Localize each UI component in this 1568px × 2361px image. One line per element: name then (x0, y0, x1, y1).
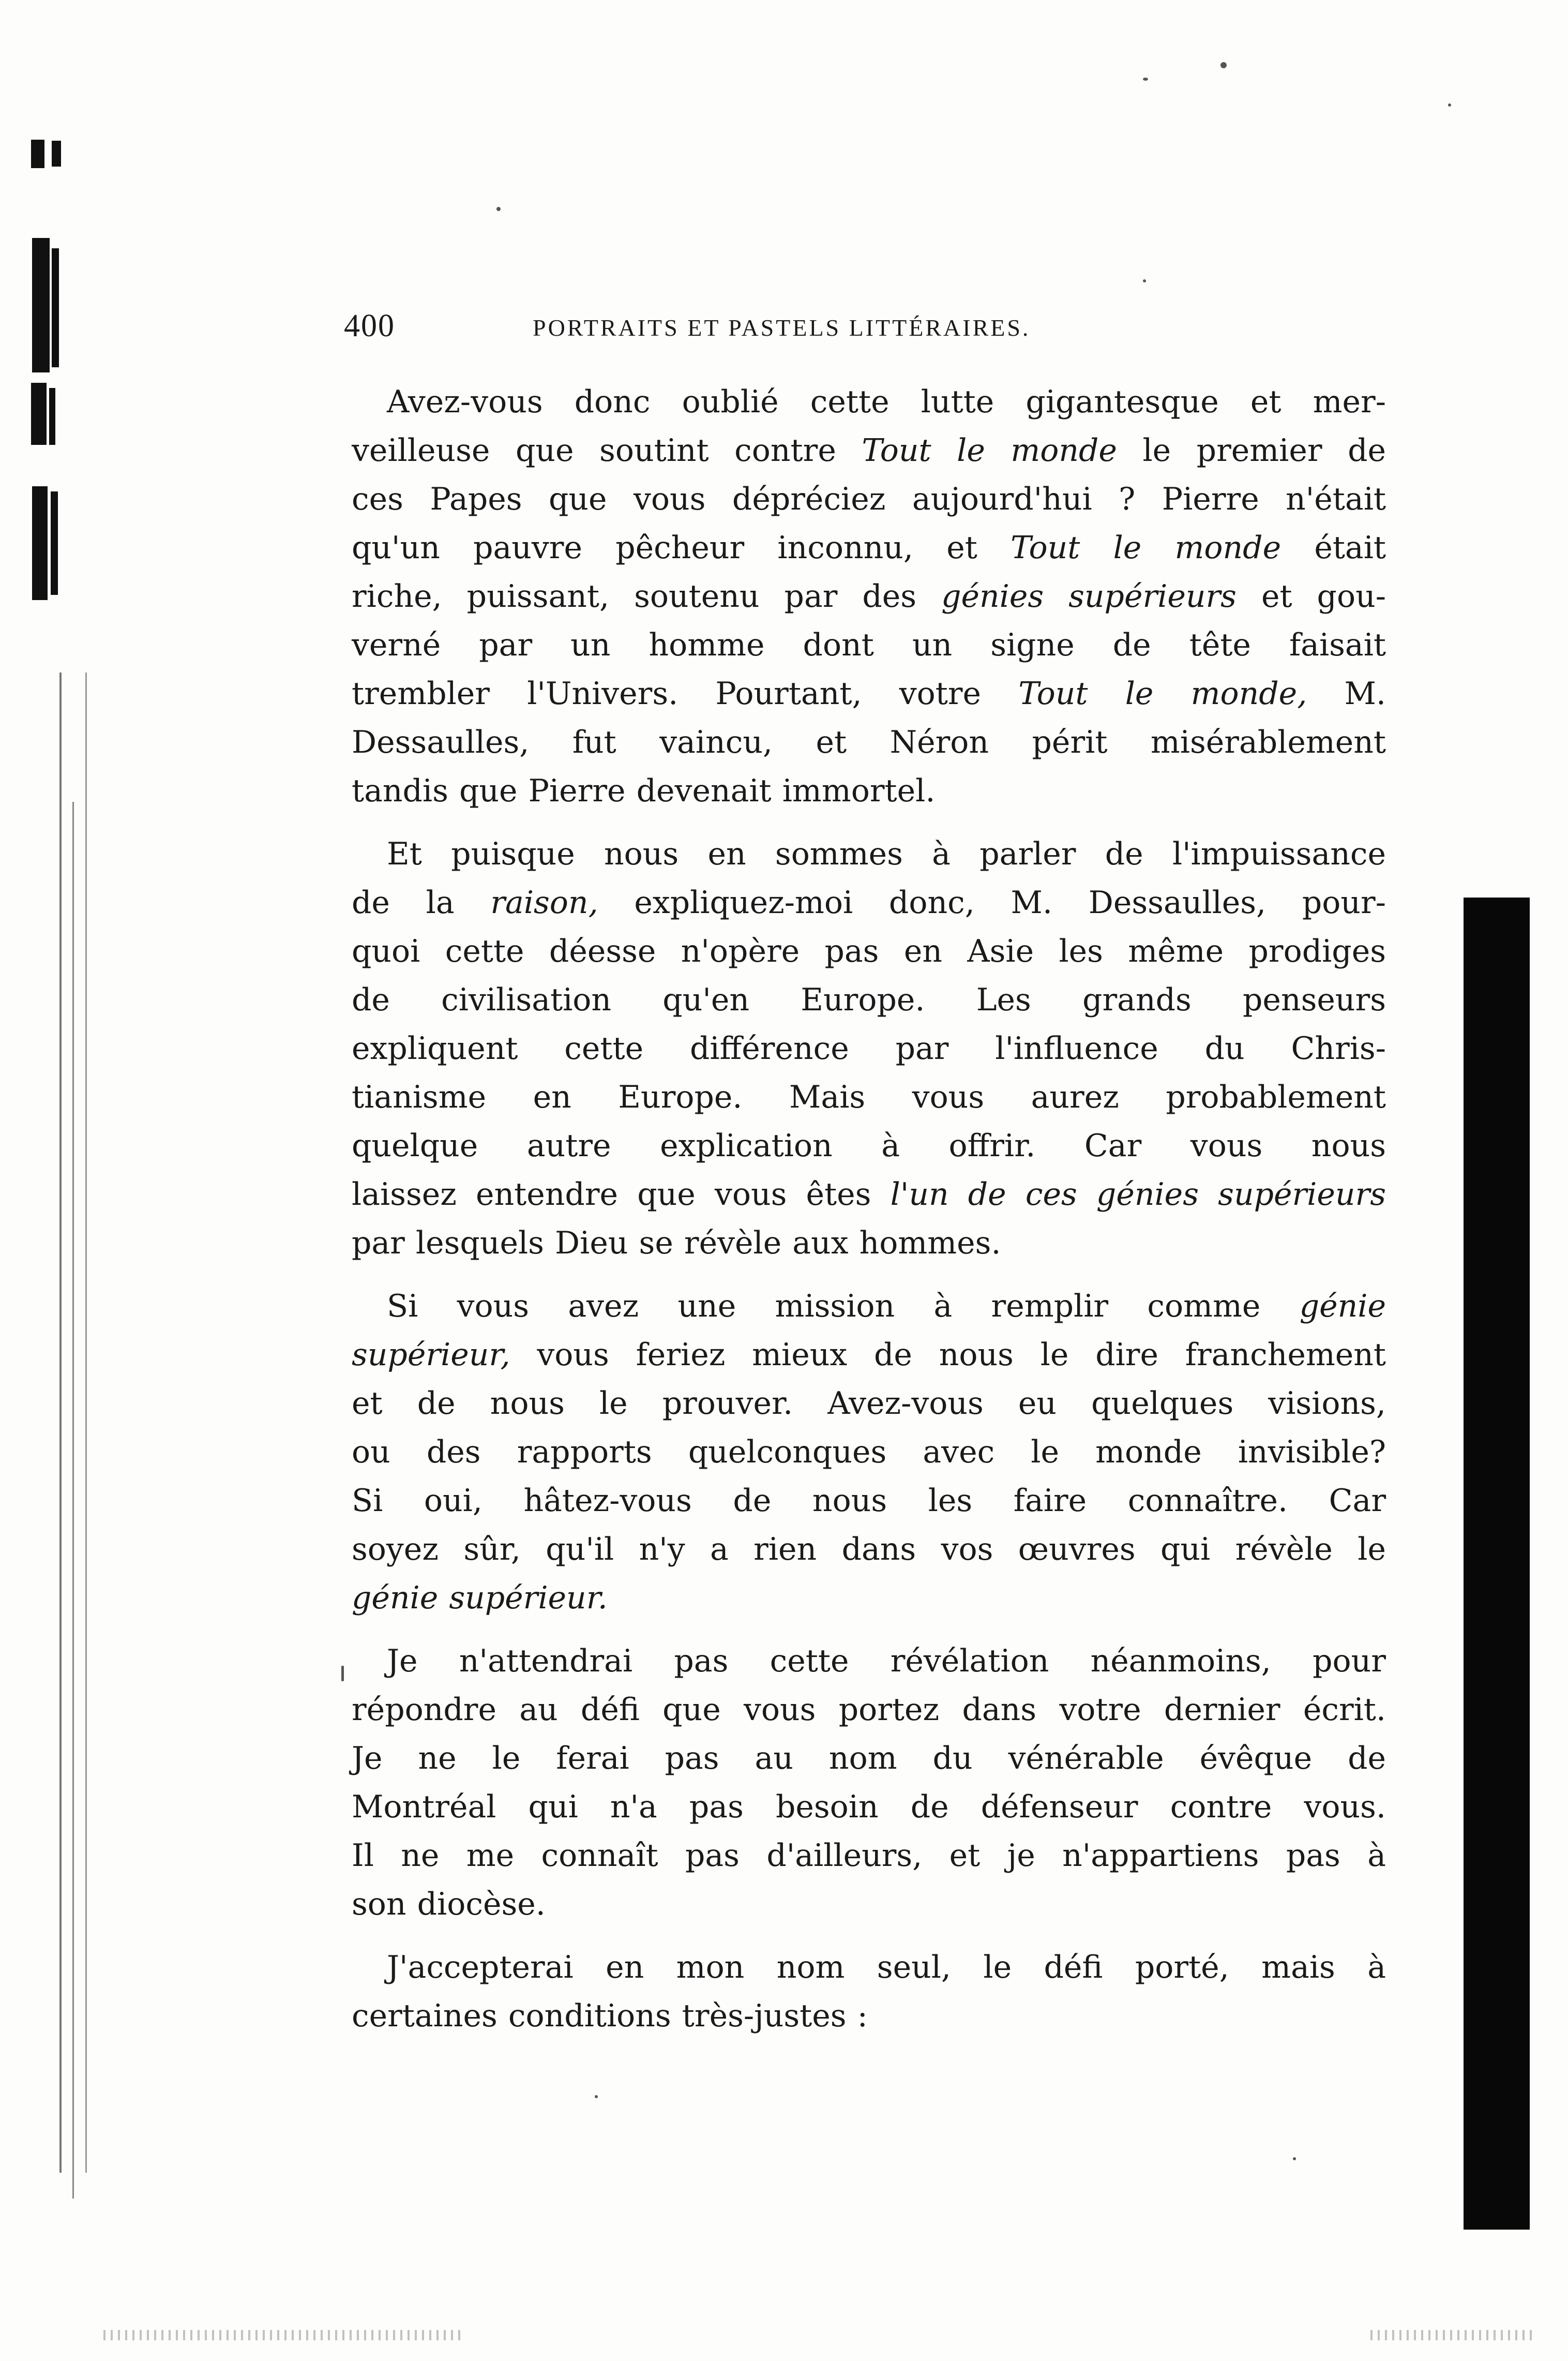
text-line: Et puisque nous en sommes à parler de l'impuissance (387, 836, 1386, 872)
text-line: soyez sûr, qu'il n'y a rien dans vos œuvres qui révèle le (352, 1531, 1386, 1567)
text-line: tianisme en Europe. Mais vous aurez probablement (352, 1079, 1386, 1115)
page-header (344, 308, 1223, 349)
italic-text: Tout le monde (862, 432, 1117, 469)
paragraph (352, 830, 1386, 1267)
paragraph (352, 1943, 1386, 2040)
text-line: Si vous avez une mission à remplir comme génie (387, 1288, 1386, 1324)
text-line: verné par un homme dont un signe de tête faisait (352, 627, 1386, 663)
scan-bottom-noise (103, 2330, 465, 2340)
paragraph (352, 1637, 1386, 1929)
italic-text: supérieur, (352, 1337, 510, 1373)
text-line: qu'un pauvre pêcheur inconnu, et Tout le monde était (352, 530, 1386, 566)
italic-text: Tout le monde, (1018, 676, 1307, 712)
binding-shadow (21, 129, 98, 2250)
text-line: quoi cette déesse n'opère pas en Asie les même prodiges (352, 933, 1386, 969)
italic-text: génie (1299, 1288, 1386, 1324)
text-line: Je ne le ferai pas au nom du vénérable évêque de (352, 1740, 1386, 1776)
text-line (352, 1574, 1386, 1622)
text-line: riche, puissant, soutenu par des génies supérieurs et gou- (352, 578, 1386, 615)
text-line: veilleuse que soutint contre Tout le monde le premier de (352, 432, 1386, 469)
text-line: trembler l'Univers. Pourtant, votre Tout le monde, M. (352, 676, 1386, 712)
text-line: certaines conditions très-justes : (352, 1998, 868, 2034)
page-number: 400 (344, 308, 395, 343)
text-line: son diocèse. (352, 1886, 546, 1922)
text-line: tandis que Pierre devenait immortel. (352, 773, 936, 809)
paragraph (352, 1282, 1386, 1622)
text-line: laissez entendre que vous êtes l'un de ces génies supérieurs (352, 1176, 1386, 1213)
text-line: supérieur, vous feriez mieux de nous le dire franchement (352, 1337, 1386, 1373)
text-line: Si oui, hâtez-vous de nous les faire connaître. Car (352, 1483, 1386, 1519)
text-line: Montréal qui n'a pas besoin de défenseur contre vous. (352, 1789, 1386, 1825)
italic-text: génie supérieur. (352, 1580, 608, 1616)
text-line: ces Papes que vous dépréciez aujourd'hui ? Pierre n'était (352, 481, 1386, 517)
text-line: de civilisation qu'en Europe. Les grands penseurs (352, 982, 1386, 1018)
text-line: et de nous le prouver. Avez-vous eu quelques visions, (352, 1385, 1386, 1422)
text-line: Avez-vous donc oublié cette lutte gigantesque et mer- (387, 384, 1386, 420)
text-line: J'accepterai en mon nom seul, le défi porté, mais à (387, 1949, 1386, 1985)
running-title: PORTRAITS ET PASTELS LITTÉRAIRES. (533, 315, 1031, 341)
italic-text: génies supérieurs (941, 578, 1237, 615)
paragraph (352, 378, 1386, 815)
text-line: expliquent cette différence par l'influence du Chris- (352, 1030, 1386, 1067)
text-line: ou des rapports quelconques avec le monde invisible? (352, 1434, 1386, 1470)
text-line: quelque autre explication à offrir. Car vous nous (352, 1128, 1386, 1164)
italic-text: l'un de ces génies supérieurs (890, 1176, 1386, 1213)
italic-text: Tout le monde (1011, 530, 1281, 566)
text-line: Il ne me connaît pas d'ailleurs, et je n'appartiens pas à (352, 1837, 1386, 1874)
body-text (352, 378, 1386, 2055)
text-line: Je n'attendrai pas cette révélation néanmoins, pour (387, 1643, 1386, 1679)
text-line: par lesquels Dieu se révèle aux hommes. (352, 1225, 1001, 1261)
scan-edge-shadow (1464, 898, 1530, 2230)
text-line: de la raison, expliquez-moi donc, M. Dessaulles, pour- (352, 885, 1386, 921)
text-line: Dessaulles, fut vaincu, et Néron périt misérablement (352, 724, 1386, 760)
italic-text: raison, (490, 885, 598, 921)
text-line: répondre au défi que vous portez dans votre dernier écrit. (352, 1692, 1386, 1728)
